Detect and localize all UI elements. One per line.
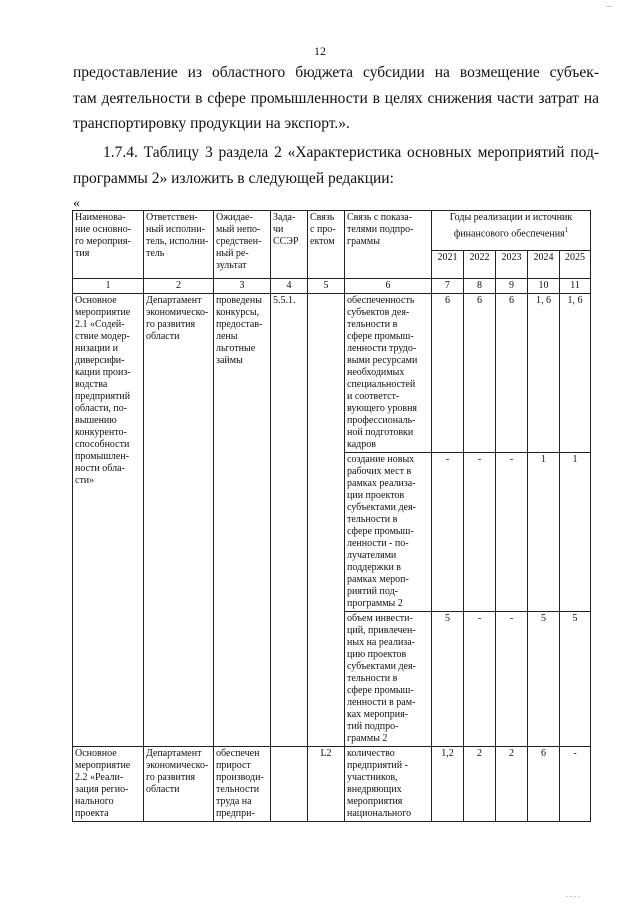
column-number: 7 — [432, 279, 464, 294]
indicator-cell: объем инвести- ций, привлечен- ных на реализа- цию проектов субъектами дея- тельности в сфере промыш- ленности в рам- ках мероприя- тий подпро- граммы 2 — [345, 612, 432, 747]
measure-2-2-responsible: Департамент экономическо- го развития области — [144, 747, 214, 822]
corner-mark-top: ... — [606, 0, 612, 9]
year-value: 6 — [496, 294, 528, 453]
footnote-marker: 1 — [564, 226, 569, 234]
indicator-cell: обеспеченность субъектов дея- тельности в сфере промыш- ленности трудо- выми ресурсами необходимых специальностей и соответст- вующего уровня профессиональ- ной подготовки кадров — [345, 294, 432, 453]
measures-table — [72, 210, 591, 822]
paragraph-2 — [73, 140, 599, 191]
paragraph-1-line: там деятельности в сфере промышленности в целях снижения части затрат на — [73, 89, 599, 107]
column-number: 3 — [214, 279, 271, 294]
header-responsible: Ответствен- ный исполни- тель, исполни- тель — [144, 211, 214, 279]
year-value: 6 — [464, 294, 496, 453]
column-number: 9 — [496, 279, 528, 294]
header-years-group — [432, 211, 591, 251]
header-year: 2023 — [496, 251, 528, 279]
header-years-group-label: Годы реализации и источник финансового обеспечения — [449, 212, 573, 240]
header-year: 2024 — [528, 251, 560, 279]
year-value: - — [464, 612, 496, 747]
year-value: 6 — [528, 747, 560, 822]
measure-2-2-name: Основное мероприятие 2.2 «Реали- зация регио- нального проекта — [73, 747, 144, 822]
measure-2-2-project: L2 — [308, 747, 345, 822]
column-number: 8 — [464, 279, 496, 294]
header-name: Наименова- ние основно- го мероприя- тия — [73, 211, 144, 279]
year-value: 1,2 — [432, 747, 464, 822]
measure-2-1-name: Основное мероприятие 2.1 «Содей- ствие модер- низации и диверсифи- кации произ- водства предприятий области, по- вышению конкуренто- способности промышлен- ности обла- сти» — [73, 294, 144, 747]
year-value: 1 — [528, 453, 560, 612]
indicator-cell: создание новых рабочих мест в рамках реализа- ции проектов субъектами дея- тельности в сфере промыш- ленности - по- лучателями поддержки в рамках мероп- риятий под- программы 2 — [345, 453, 432, 612]
corner-mark-bottom: . . . . — [566, 890, 580, 899]
year-value: 5 — [560, 612, 591, 747]
column-number: 11 — [560, 279, 591, 294]
header-tasks: Зада- чи ССЭР — [271, 211, 308, 279]
measure-2-2-tasks — [271, 747, 308, 822]
header-year: 2022 — [464, 251, 496, 279]
year-value: - — [560, 747, 591, 822]
header-row — [73, 211, 591, 251]
header-project: Связь с про- ектом — [308, 211, 345, 279]
year-value: 5 — [528, 612, 560, 747]
column-number: 5 — [308, 279, 345, 294]
year-value: 1, 6 — [528, 294, 560, 453]
open-quote: « — [73, 196, 80, 211]
page-number: 12 — [314, 44, 326, 58]
measure-2-2-result: обеспечен прирост производи- тельности труда на предпри- — [214, 747, 271, 822]
year-value: - — [432, 453, 464, 612]
measure-2-1-tasks: 5.5.1. — [271, 294, 308, 747]
column-number: 6 — [345, 279, 432, 294]
paragraph-2-line: программы 2» изложить в следующей редакции: — [73, 169, 394, 187]
paragraph-2-line: 1.7.4. Таблицу 3 раздела 2 «Характеристика основных мероприятий под- — [103, 144, 599, 161]
header-result: Ожидае- мый непо- средствен- ный ре- зультат — [214, 211, 271, 279]
table-row — [73, 294, 591, 453]
measure-2-1-result: проведены конкурсы, предостав- лены льготные займы — [214, 294, 271, 747]
year-value: - — [496, 612, 528, 747]
paragraph-1-line: транспортировку продукции на экспорт.». — [73, 115, 350, 132]
paragraph-1-line: предоставление из областного бюджета субсидии на возмещение субъек- — [73, 64, 599, 81]
indicator-cell: количество предприятий - участников, внедряющих мероприятия национального — [345, 747, 432, 822]
year-value: 2 — [496, 747, 528, 822]
header-indicators: Связь с показа- телями подпро- граммы — [345, 211, 432, 279]
column-number: 1 — [73, 279, 144, 294]
year-value: 1, 6 — [560, 294, 591, 453]
year-value: 2 — [464, 747, 496, 822]
table-row — [73, 747, 591, 822]
header-year: 2025 — [560, 251, 591, 279]
column-number-row — [73, 279, 591, 294]
paragraph-1 — [73, 60, 599, 137]
measure-2-1-responsible: Департамент экономическо- го развития области — [144, 294, 214, 747]
year-value: - — [496, 453, 528, 612]
measure-2-1-project — [308, 294, 345, 747]
header-year: 2021 — [432, 251, 464, 279]
year-value: 6 — [432, 294, 464, 453]
column-number: 4 — [271, 279, 308, 294]
year-value: 1 — [560, 453, 591, 612]
column-number: 2 — [144, 279, 214, 294]
year-value: - — [464, 453, 496, 612]
column-number: 10 — [528, 279, 560, 294]
year-value: 5 — [432, 612, 464, 747]
